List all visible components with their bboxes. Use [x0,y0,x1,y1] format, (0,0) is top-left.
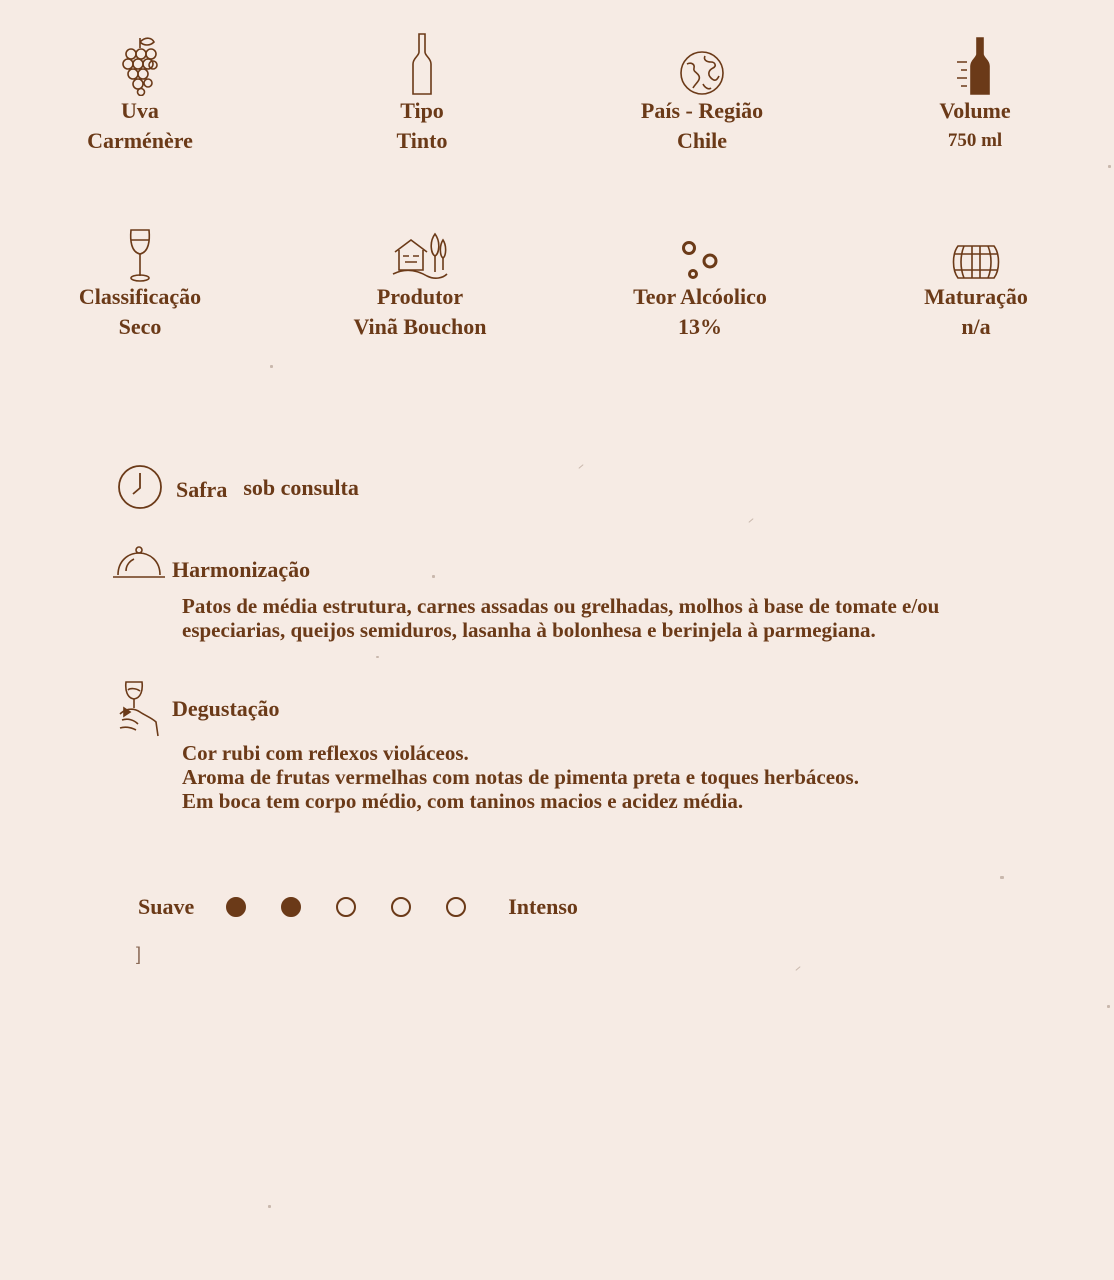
bottle-icon [302,32,542,96]
attribute-value: Carménère [87,128,193,153]
attribute-label: Volume [939,98,1011,123]
attribute-teor-alcoolico [580,218,820,340]
attribute-maturacao [856,218,1096,340]
intensity-min-label: Suave [138,894,195,919]
degustacao-line: Aroma de frutas vermelhas com notas de pimenta preta e toques herbáceos. [182,765,859,789]
tasting-hand-icon [116,678,162,745]
globe-icon [582,32,822,96]
harmonizacao-section [112,545,939,642]
harmonizacao-line: especiarias, queijos semiduros, lasanha à bolonhesa e berinjela à parmegiana. [182,618,876,642]
wine-bottle-icon [855,32,1095,96]
attribute-uva [20,32,260,154]
bubbles-icon [580,218,820,282]
degustacao-section [116,678,859,813]
attribute-volume [855,32,1095,154]
intensity-dot-filled [281,897,301,917]
intensity-dot-empty [391,897,411,917]
intensity-scale [138,890,578,924]
degustacao-line: Cor rubi com reflexos violáceos. [182,741,469,765]
safra-value: sob consulta [243,474,359,500]
attribute-value: Seco [118,314,162,339]
attribute-value: Vinã Bouchon [353,314,487,339]
attribute-classificacao [20,218,260,340]
intensity-dot-filled [226,897,246,917]
winery-icon [300,218,540,282]
attribute-label: Teor Alcóolico [633,284,767,309]
stray-mark: ] [136,944,142,964]
harmonizacao-body [182,594,939,642]
harmonizacao-line: Patos de média estrutura, carnes assadas ou grelhadas, molhos à base de tomate e/ou [182,594,940,618]
clock-icon [117,464,163,515]
attribute-label: País - Região [640,98,764,123]
wine-glass-icon [20,218,260,282]
attribute-label: Classificação [78,284,202,309]
attribute-produtor [300,218,540,340]
harmonizacao-title: Harmonização [172,556,311,582]
cloche-icon [112,545,166,586]
attribute-label: Produtor [376,284,464,309]
intensity-dots [226,897,501,917]
attribute-value: Chile [676,128,728,153]
intensity-dot-empty [336,897,356,917]
barrel-icon [856,218,1096,282]
intensity-max-label: Intenso [508,894,578,919]
attribute-value: Tinto [396,128,448,153]
attribute-value: 13% [678,314,722,339]
degustacao-body [182,741,859,813]
attribute-label: Tipo [400,98,444,123]
attribute-label: Uva [121,98,159,123]
safra-section [117,464,359,515]
attribute-value: 750 ml [947,130,1003,151]
attribute-label: Maturação [924,284,1028,309]
safra-label: Safra [176,476,228,502]
attribute-tipo [302,32,542,154]
degustacao-title: Degustação [172,695,280,721]
degustacao-line: Em boca tem corpo médio, com taninos macios e acidez média. [182,789,744,813]
intensity-dot-empty [446,897,466,917]
attribute-pais-regiao [582,32,822,154]
attribute-value: n/a [961,314,991,339]
grape-icon [20,32,260,96]
